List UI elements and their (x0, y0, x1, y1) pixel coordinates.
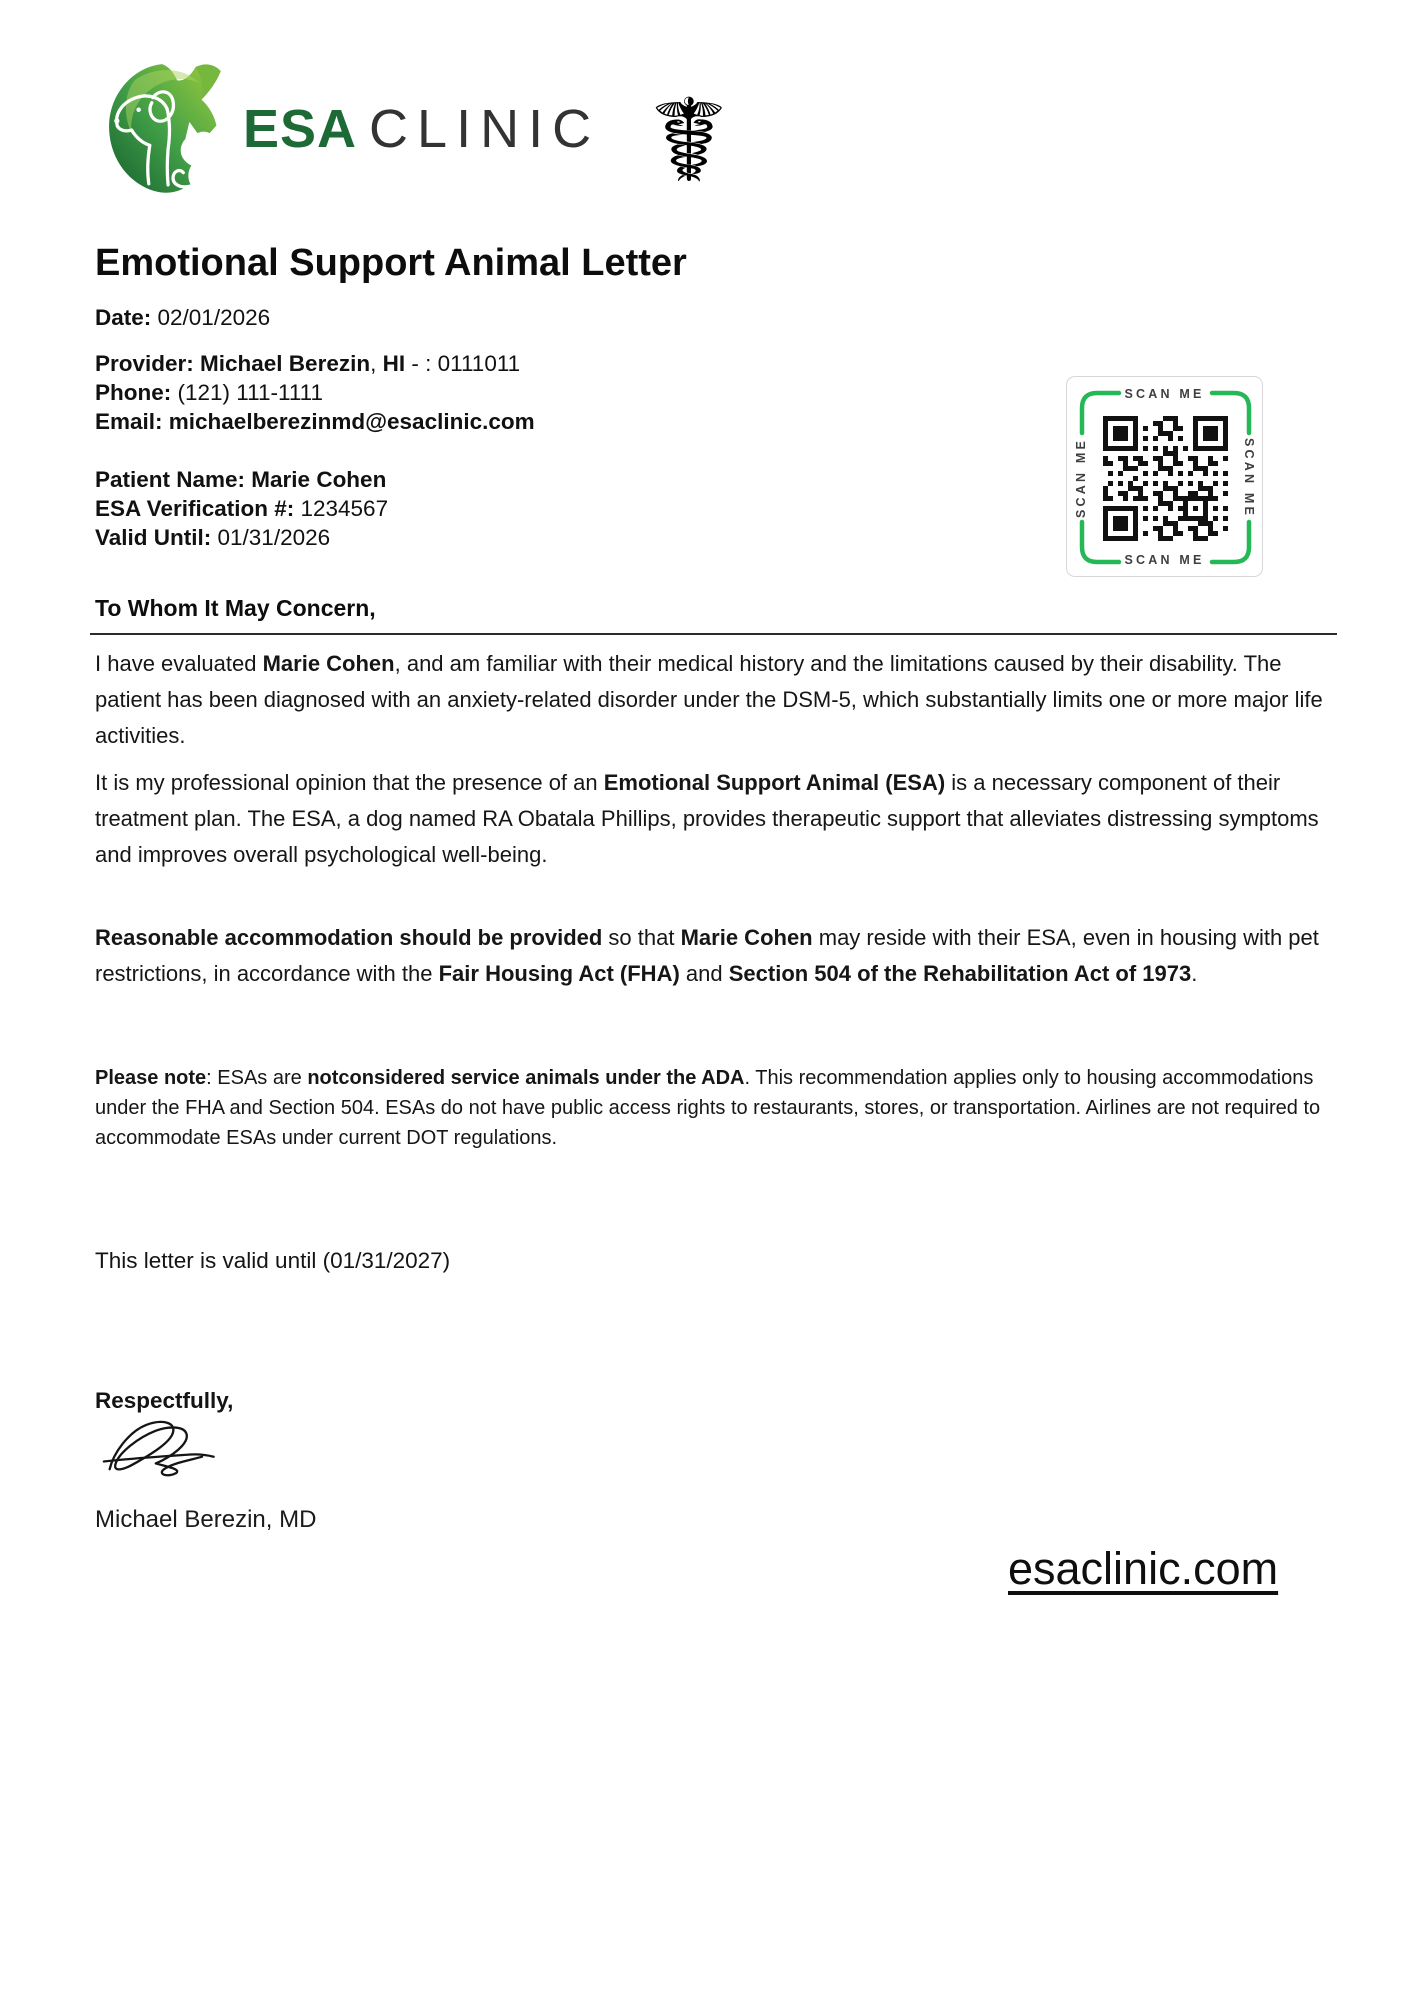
paragraph-note: Please note: ESAs are notconsidered service animals under the ADA. This recommendation applies only to housing accommodations under the FHA and Section 504. ESAs do not have public access rights to restaurants, stores, or transportation. Airlines are not required to accommodate ESAs under current DOT regulations. (95, 1067, 1321, 1149)
closing: Respectfully, (95, 1388, 234, 1413)
signature-image (100, 1413, 230, 1490)
email-line: Email: michaelberezinmd@esaclinic.com (95, 409, 535, 434)
divider-line (90, 633, 1337, 635)
qr-label-right: SCAN ME (1242, 437, 1256, 519)
qr-label-top: SCAN ME (1124, 387, 1205, 401)
phone-line: Phone: (121) 111-1111 (95, 380, 324, 405)
paragraph-accommodation: Reasonable accommodation should be provided so that Marie Cohen may reside with their ESA, even in housing with pet restrictions, in accordance with the Fair Housing Act (FHA) and Section 504 of the Rehabilitation Act of 1973. (95, 925, 1319, 986)
clinic-logo (103, 57, 225, 202)
pets-leaf-logo-icon (103, 184, 225, 201)
page-title: Emotional Support Animal Letter (95, 242, 687, 284)
qr-code (1103, 416, 1228, 541)
brand-primary: ESA (243, 99, 358, 159)
patient-block (95, 465, 388, 552)
patient-name-line: Patient Name: Marie Cohen (95, 467, 387, 492)
qr-label-bottom: SCAN ME (1124, 553, 1205, 567)
brand-name (243, 100, 600, 158)
qr-label-left: SCAN ME (1074, 437, 1088, 519)
date-line: Date: 02/01/2026 (95, 305, 271, 330)
caduceus-icon: ☤ (650, 74, 728, 209)
validity-statement: This letter is valid until (01/31/2027) (95, 1248, 451, 1273)
brand-secondary: CLINIC (369, 99, 601, 159)
provider-line: Provider: Michael Berezin, HI - : 0111011 (95, 351, 521, 376)
paragraph-evaluation: I have evaluated Marie Cohen, and am familiar with their medical history and the limitations caused by their disability. The patient has been diagnosed with an anxiety-related disorder under the DSM-5, which substantially limits one or more major life activities. (95, 651, 1323, 748)
valid-until-line: Valid Until: 01/31/2026 (95, 525, 331, 550)
provider-block (95, 349, 535, 436)
esa-verification-line: ESA Verification #: 1234567 (95, 496, 389, 521)
signer-name: Michael Berezin, MD (95, 1506, 317, 1533)
salutation: To Whom It May Concern, (95, 595, 376, 621)
qr-card (1066, 376, 1263, 577)
paragraph-opinion: It is my professional opinion that the presence of an Emotional Support Animal (ESA) is a necessary component of their treatment plan. The ESA, a dog named RA Obatala Phillips, provides therapeutic support that alleviates distressing symptoms and improves overall psychological well-being. (95, 770, 1319, 867)
website-link[interactable]: esaclinic.com (1008, 1543, 1279, 1594)
